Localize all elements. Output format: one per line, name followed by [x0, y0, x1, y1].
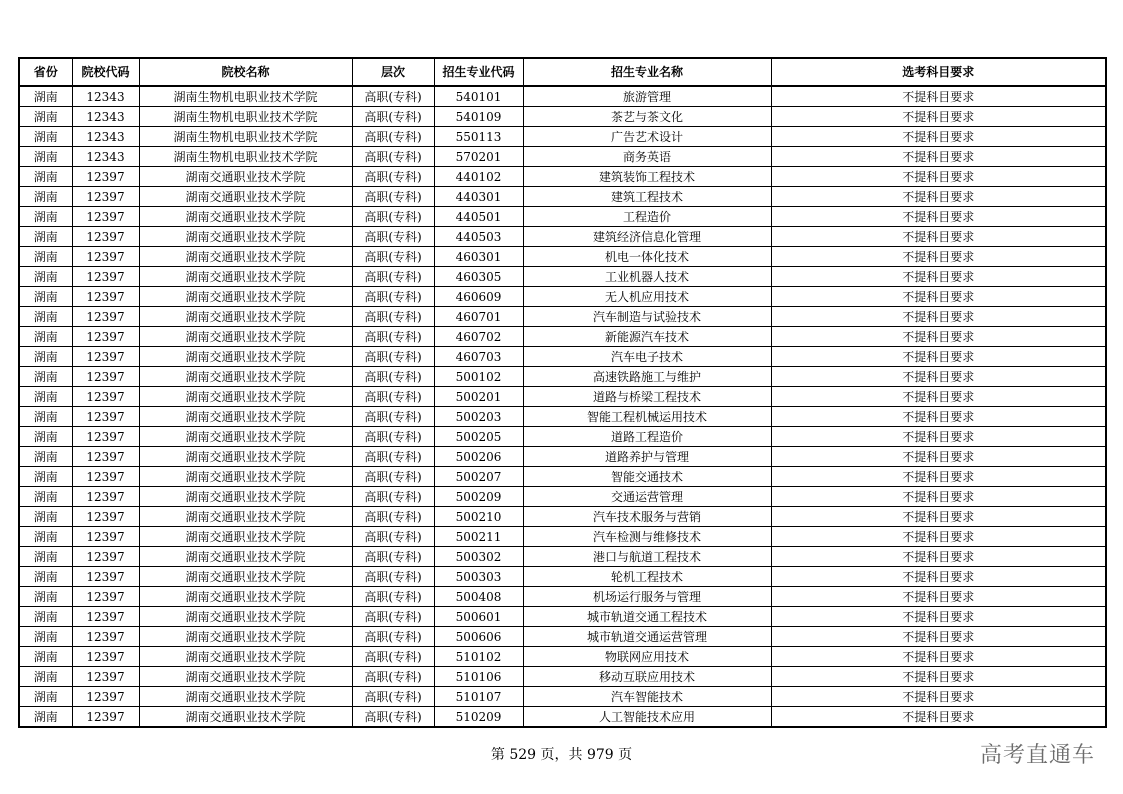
school-code-cell: 12397	[72, 427, 139, 447]
table-row	[19, 407, 1106, 427]
major-name-cell: 无人机应用技术	[523, 287, 771, 307]
major-code-cell: 510102	[434, 647, 523, 667]
subject-requirement-cell: 不提科目要求	[771, 107, 1106, 127]
major-name-cell: 工程造价	[523, 207, 771, 227]
major-code-cell: 460609	[434, 287, 523, 307]
level-cell: 高职(专科)	[352, 247, 434, 267]
table-row	[19, 367, 1106, 387]
major-code-cell: 500210	[434, 507, 523, 527]
major-name-cell: 道路工程造价	[523, 427, 771, 447]
province-cell: 湖南	[19, 427, 72, 447]
major-code-cell: 570201	[434, 147, 523, 167]
province-cell: 湖南	[19, 507, 72, 527]
school-name-cell: 湖南交通职业技术学院	[139, 447, 352, 467]
table-row	[19, 547, 1106, 567]
school-name-cell: 湖南交通职业技术学院	[139, 187, 352, 207]
major-code-cell: 440301	[434, 187, 523, 207]
table-row	[19, 227, 1106, 247]
level-cell: 高职(专科)	[352, 627, 434, 647]
header-school-name: 院校名称	[139, 58, 352, 86]
school-code-cell: 12397	[72, 327, 139, 347]
subject-requirement-cell: 不提科目要求	[771, 227, 1106, 247]
subject-requirement-cell: 不提科目要求	[771, 407, 1106, 427]
province-cell: 湖南	[19, 607, 72, 627]
subject-requirement-cell: 不提科目要求	[771, 327, 1106, 347]
major-name-cell: 智能工程机械运用技术	[523, 407, 771, 427]
table-row	[19, 687, 1106, 707]
table-row	[19, 247, 1106, 267]
school-name-cell: 湖南生物机电职业技术学院	[139, 127, 352, 147]
major-name-cell: 高速铁路施工与维护	[523, 367, 771, 387]
major-name-cell: 建筑经济信息化管理	[523, 227, 771, 247]
school-code-cell: 12397	[72, 307, 139, 327]
subject-requirement-cell: 不提科目要求	[771, 147, 1106, 167]
table-row	[19, 147, 1106, 167]
subject-requirement-cell: 不提科目要求	[771, 487, 1106, 507]
subject-requirement-cell: 不提科目要求	[771, 387, 1106, 407]
major-code-cell: 440503	[434, 227, 523, 247]
table-row	[19, 207, 1106, 227]
level-cell: 高职(专科)	[352, 207, 434, 227]
table-row	[19, 447, 1106, 467]
major-code-cell: 500303	[434, 567, 523, 587]
major-code-cell: 510107	[434, 687, 523, 707]
province-cell: 湖南	[19, 527, 72, 547]
header-major-name: 招生专业名称	[523, 58, 771, 86]
major-name-cell: 旅游管理	[523, 86, 771, 107]
school-code-cell: 12397	[72, 347, 139, 367]
province-cell: 湖南	[19, 447, 72, 467]
table-row	[19, 327, 1106, 347]
major-name-cell: 汽车检测与维修技术	[523, 527, 771, 547]
major-code-cell: 500601	[434, 607, 523, 627]
table-row	[19, 307, 1106, 327]
major-name-cell: 物联网应用技术	[523, 647, 771, 667]
school-name-cell: 湖南交通职业技术学院	[139, 647, 352, 667]
school-code-cell: 12397	[72, 247, 139, 267]
school-code-cell: 12397	[72, 267, 139, 287]
province-cell: 湖南	[19, 327, 72, 347]
school-code-cell: 12397	[72, 387, 139, 407]
table-row	[19, 267, 1106, 287]
major-name-cell: 商务英语	[523, 147, 771, 167]
school-code-cell: 12397	[72, 687, 139, 707]
school-name-cell: 湖南交通职业技术学院	[139, 247, 352, 267]
subject-requirement-cell: 不提科目要求	[771, 527, 1106, 547]
province-cell: 湖南	[19, 367, 72, 387]
school-code-cell: 12397	[72, 707, 139, 728]
major-code-cell: 550113	[434, 127, 523, 147]
major-code-cell: 500205	[434, 427, 523, 447]
school-code-cell: 12397	[72, 207, 139, 227]
table-row	[19, 647, 1106, 667]
subject-requirement-cell: 不提科目要求	[771, 86, 1106, 107]
province-cell: 湖南	[19, 687, 72, 707]
school-code-cell: 12397	[72, 367, 139, 387]
school-code-cell: 12397	[72, 407, 139, 427]
table-row	[19, 567, 1106, 587]
major-code-cell: 510106	[434, 667, 523, 687]
subject-requirement-cell: 不提科目要求	[771, 307, 1106, 327]
subject-requirement-cell: 不提科目要求	[771, 707, 1106, 728]
school-name-cell: 湖南交通职业技术学院	[139, 527, 352, 547]
school-name-cell: 湖南生物机电职业技术学院	[139, 86, 352, 107]
province-cell: 湖南	[19, 567, 72, 587]
province-cell: 湖南	[19, 347, 72, 367]
major-name-cell: 新能源汽车技术	[523, 327, 771, 347]
major-code-cell: 460702	[434, 327, 523, 347]
subject-requirement-cell: 不提科目要求	[771, 547, 1106, 567]
level-cell: 高职(专科)	[352, 167, 434, 187]
level-cell: 高职(专科)	[352, 487, 434, 507]
level-cell: 高职(专科)	[352, 547, 434, 567]
level-cell: 高职(专科)	[352, 707, 434, 728]
school-name-cell: 湖南交通职业技术学院	[139, 227, 352, 247]
major-code-cell: 500606	[434, 627, 523, 647]
major-code-cell: 460301	[434, 247, 523, 267]
province-cell: 湖南	[19, 107, 72, 127]
school-name-cell: 湖南交通职业技术学院	[139, 667, 352, 687]
level-cell: 高职(专科)	[352, 387, 434, 407]
level-cell: 高职(专科)	[352, 527, 434, 547]
major-code-cell: 540109	[434, 107, 523, 127]
level-cell: 高职(专科)	[352, 607, 434, 627]
school-name-cell: 湖南交通职业技术学院	[139, 607, 352, 627]
school-code-cell: 12397	[72, 667, 139, 687]
subject-requirement-cell: 不提科目要求	[771, 627, 1106, 647]
school-name-cell: 湖南交通职业技术学院	[139, 547, 352, 567]
level-cell: 高职(专科)	[352, 667, 434, 687]
major-name-cell: 移动互联应用技术	[523, 667, 771, 687]
school-code-cell: 12343	[72, 86, 139, 107]
province-cell: 湖南	[19, 307, 72, 327]
table-row	[19, 387, 1106, 407]
table-row	[19, 287, 1106, 307]
subject-requirement-cell: 不提科目要求	[771, 467, 1106, 487]
school-code-cell: 12397	[72, 187, 139, 207]
watermark: 高考直通车	[979, 743, 1095, 768]
major-code-cell: 460701	[434, 307, 523, 327]
school-code-cell: 12397	[72, 587, 139, 607]
table-row	[19, 107, 1106, 127]
major-code-cell: 500207	[434, 467, 523, 487]
header-row	[19, 58, 1106, 86]
subject-requirement-cell: 不提科目要求	[771, 127, 1106, 147]
major-code-cell: 500201	[434, 387, 523, 407]
level-cell: 高职(专科)	[352, 287, 434, 307]
major-name-cell: 道路与桥梁工程技术	[523, 387, 771, 407]
major-code-cell: 500203	[434, 407, 523, 427]
school-code-cell: 12343	[72, 147, 139, 167]
school-code-cell: 12397	[72, 447, 139, 467]
level-cell: 高职(专科)	[352, 127, 434, 147]
school-name-cell: 湖南交通职业技术学院	[139, 407, 352, 427]
subject-requirement-cell: 不提科目要求	[771, 687, 1106, 707]
header-school-code: 院校代码	[72, 58, 139, 86]
school-name-cell: 湖南交通职业技术学院	[139, 327, 352, 347]
school-code-cell: 12397	[72, 607, 139, 627]
school-code-cell: 12343	[72, 107, 139, 127]
school-name-cell: 湖南交通职业技术学院	[139, 367, 352, 387]
table-row	[19, 627, 1106, 647]
province-cell: 湖南	[19, 247, 72, 267]
province-cell: 湖南	[19, 387, 72, 407]
major-name-cell: 交通运营管理	[523, 487, 771, 507]
table-row	[19, 86, 1106, 107]
major-name-cell: 轮机工程技术	[523, 567, 771, 587]
major-name-cell: 广告艺术设计	[523, 127, 771, 147]
major-name-cell: 汽车技术服务与营销	[523, 507, 771, 527]
subject-requirement-cell: 不提科目要求	[771, 207, 1106, 227]
table-row	[19, 467, 1106, 487]
school-name-cell: 湖南交通职业技术学院	[139, 207, 352, 227]
level-cell: 高职(专科)	[352, 507, 434, 527]
level-cell: 高职(专科)	[352, 187, 434, 207]
school-name-cell: 湖南交通职业技术学院	[139, 287, 352, 307]
level-cell: 高职(专科)	[352, 147, 434, 167]
table-row	[19, 167, 1106, 187]
subject-requirement-cell: 不提科目要求	[771, 347, 1106, 367]
province-cell: 湖南	[19, 86, 72, 107]
table-row	[19, 427, 1106, 447]
level-cell: 高职(专科)	[352, 267, 434, 287]
level-cell: 高职(专科)	[352, 327, 434, 347]
header-level: 层次	[352, 58, 434, 86]
major-name-cell: 机场运行服务与管理	[523, 587, 771, 607]
province-cell: 湖南	[19, 167, 72, 187]
province-cell: 湖南	[19, 147, 72, 167]
major-code-cell: 500209	[434, 487, 523, 507]
major-code-cell: 510209	[434, 707, 523, 728]
major-code-cell: 460703	[434, 347, 523, 367]
school-code-cell: 12397	[72, 647, 139, 667]
school-code-cell: 12397	[72, 507, 139, 527]
province-cell: 湖南	[19, 407, 72, 427]
subject-requirement-cell: 不提科目要求	[771, 187, 1106, 207]
school-name-cell: 湖南交通职业技术学院	[139, 167, 352, 187]
school-code-cell: 12397	[72, 627, 139, 647]
province-cell: 湖南	[19, 667, 72, 687]
school-code-cell: 12397	[72, 227, 139, 247]
table-row	[19, 127, 1106, 147]
province-cell: 湖南	[19, 707, 72, 728]
major-name-cell: 人工智能技术应用	[523, 707, 771, 728]
province-cell: 湖南	[19, 547, 72, 567]
major-name-cell: 城市轨道交通运营管理	[523, 627, 771, 647]
subject-requirement-cell: 不提科目要求	[771, 247, 1106, 267]
school-name-cell: 湖南生物机电职业技术学院	[139, 107, 352, 127]
major-code-cell: 500206	[434, 447, 523, 467]
major-name-cell: 道路养护与管理	[523, 447, 771, 467]
table-row	[19, 607, 1106, 627]
school-name-cell: 湖南交通职业技术学院	[139, 587, 352, 607]
subject-requirement-cell: 不提科目要求	[771, 607, 1106, 627]
major-name-cell: 汽车智能技术	[523, 687, 771, 707]
school-code-cell: 12397	[72, 547, 139, 567]
major-code-cell: 500408	[434, 587, 523, 607]
school-name-cell: 湖南交通职业技术学院	[139, 267, 352, 287]
level-cell: 高职(专科)	[352, 347, 434, 367]
level-cell: 高职(专科)	[352, 407, 434, 427]
major-code-cell: 440501	[434, 207, 523, 227]
school-code-cell: 12343	[72, 127, 139, 147]
level-cell: 高职(专科)	[352, 687, 434, 707]
province-cell: 湖南	[19, 467, 72, 487]
major-name-cell: 港口与航道工程技术	[523, 547, 771, 567]
header-subject-requirement: 选考科目要求	[771, 58, 1106, 86]
level-cell: 高职(专科)	[352, 427, 434, 447]
major-name-cell: 城市轨道交通工程技术	[523, 607, 771, 627]
province-cell: 湖南	[19, 487, 72, 507]
province-cell: 湖南	[19, 207, 72, 227]
school-code-cell: 12397	[72, 287, 139, 307]
province-cell: 湖南	[19, 267, 72, 287]
school-name-cell: 湖南交通职业技术学院	[139, 567, 352, 587]
school-name-cell: 湖南交通职业技术学院	[139, 487, 352, 507]
table-row	[19, 527, 1106, 547]
table-row	[19, 507, 1106, 527]
major-code-cell: 460305	[434, 267, 523, 287]
school-name-cell: 湖南交通职业技术学院	[139, 707, 352, 728]
school-name-cell: 湖南交通职业技术学院	[139, 467, 352, 487]
table-row	[19, 707, 1106, 728]
level-cell: 高职(专科)	[352, 86, 434, 107]
major-name-cell: 机电一体化技术	[523, 247, 771, 267]
major-name-cell: 智能交通技术	[523, 467, 771, 487]
subject-requirement-cell: 不提科目要求	[771, 427, 1106, 447]
header-province: 省份	[19, 58, 72, 86]
major-code-cell: 440102	[434, 167, 523, 187]
table-header	[19, 58, 1106, 86]
school-code-cell: 12397	[72, 467, 139, 487]
major-name-cell: 建筑装饰工程技术	[523, 167, 771, 187]
school-code-cell: 12397	[72, 487, 139, 507]
major-name-cell: 汽车制造与试验技术	[523, 307, 771, 327]
province-cell: 湖南	[19, 227, 72, 247]
subject-requirement-cell: 不提科目要求	[771, 667, 1106, 687]
school-name-cell: 湖南交通职业技术学院	[139, 427, 352, 447]
level-cell: 高职(专科)	[352, 467, 434, 487]
subject-requirement-cell: 不提科目要求	[771, 287, 1106, 307]
province-cell: 湖南	[19, 627, 72, 647]
school-name-cell: 湖南交通职业技术学院	[139, 627, 352, 647]
province-cell: 湖南	[19, 127, 72, 147]
level-cell: 高职(专科)	[352, 307, 434, 327]
subject-requirement-cell: 不提科目要求	[771, 447, 1106, 467]
school-name-cell: 湖南生物机电职业技术学院	[139, 147, 352, 167]
subject-requirement-cell: 不提科目要求	[771, 647, 1106, 667]
table-row	[19, 487, 1106, 507]
school-name-cell: 湖南交通职业技术学院	[139, 347, 352, 367]
table-row	[19, 347, 1106, 367]
school-name-cell: 湖南交通职业技术学院	[139, 687, 352, 707]
level-cell: 高职(专科)	[352, 107, 434, 127]
major-code-cell: 500302	[434, 547, 523, 567]
header-major-code: 招生专业代码	[434, 58, 523, 86]
subject-requirement-cell: 不提科目要求	[771, 167, 1106, 187]
subject-requirement-cell: 不提科目要求	[771, 507, 1106, 527]
major-code-cell: 540101	[434, 86, 523, 107]
major-name-cell: 工业机器人技术	[523, 267, 771, 287]
level-cell: 高职(专科)	[352, 567, 434, 587]
level-cell: 高职(专科)	[352, 227, 434, 247]
school-name-cell: 湖南交通职业技术学院	[139, 507, 352, 527]
major-name-cell: 茶艺与茶文化	[523, 107, 771, 127]
table-row	[19, 667, 1106, 687]
major-name-cell: 汽车电子技术	[523, 347, 771, 367]
major-code-cell: 500102	[434, 367, 523, 387]
level-cell: 高职(专科)	[352, 647, 434, 667]
admissions-table	[18, 57, 1107, 728]
province-cell: 湖南	[19, 647, 72, 667]
table-row	[19, 187, 1106, 207]
level-cell: 高职(专科)	[352, 447, 434, 467]
school-code-cell: 12397	[72, 567, 139, 587]
level-cell: 高职(专科)	[352, 587, 434, 607]
subject-requirement-cell: 不提科目要求	[771, 587, 1106, 607]
province-cell: 湖南	[19, 287, 72, 307]
school-code-cell: 12397	[72, 167, 139, 187]
school-name-cell: 湖南交通职业技术学院	[139, 307, 352, 327]
school-name-cell: 湖南交通职业技术学院	[139, 387, 352, 407]
province-cell: 湖南	[19, 587, 72, 607]
subject-requirement-cell: 不提科目要求	[771, 367, 1106, 387]
school-code-cell: 12397	[72, 527, 139, 547]
subject-requirement-cell: 不提科目要求	[771, 567, 1106, 587]
subject-requirement-cell: 不提科目要求	[771, 267, 1106, 287]
table-body	[19, 86, 1106, 727]
province-cell: 湖南	[19, 187, 72, 207]
table-row	[19, 587, 1106, 607]
major-code-cell: 500211	[434, 527, 523, 547]
page-number: 第 529 页，共 979 页	[490, 747, 633, 763]
major-name-cell: 建筑工程技术	[523, 187, 771, 207]
level-cell: 高职(专科)	[352, 367, 434, 387]
